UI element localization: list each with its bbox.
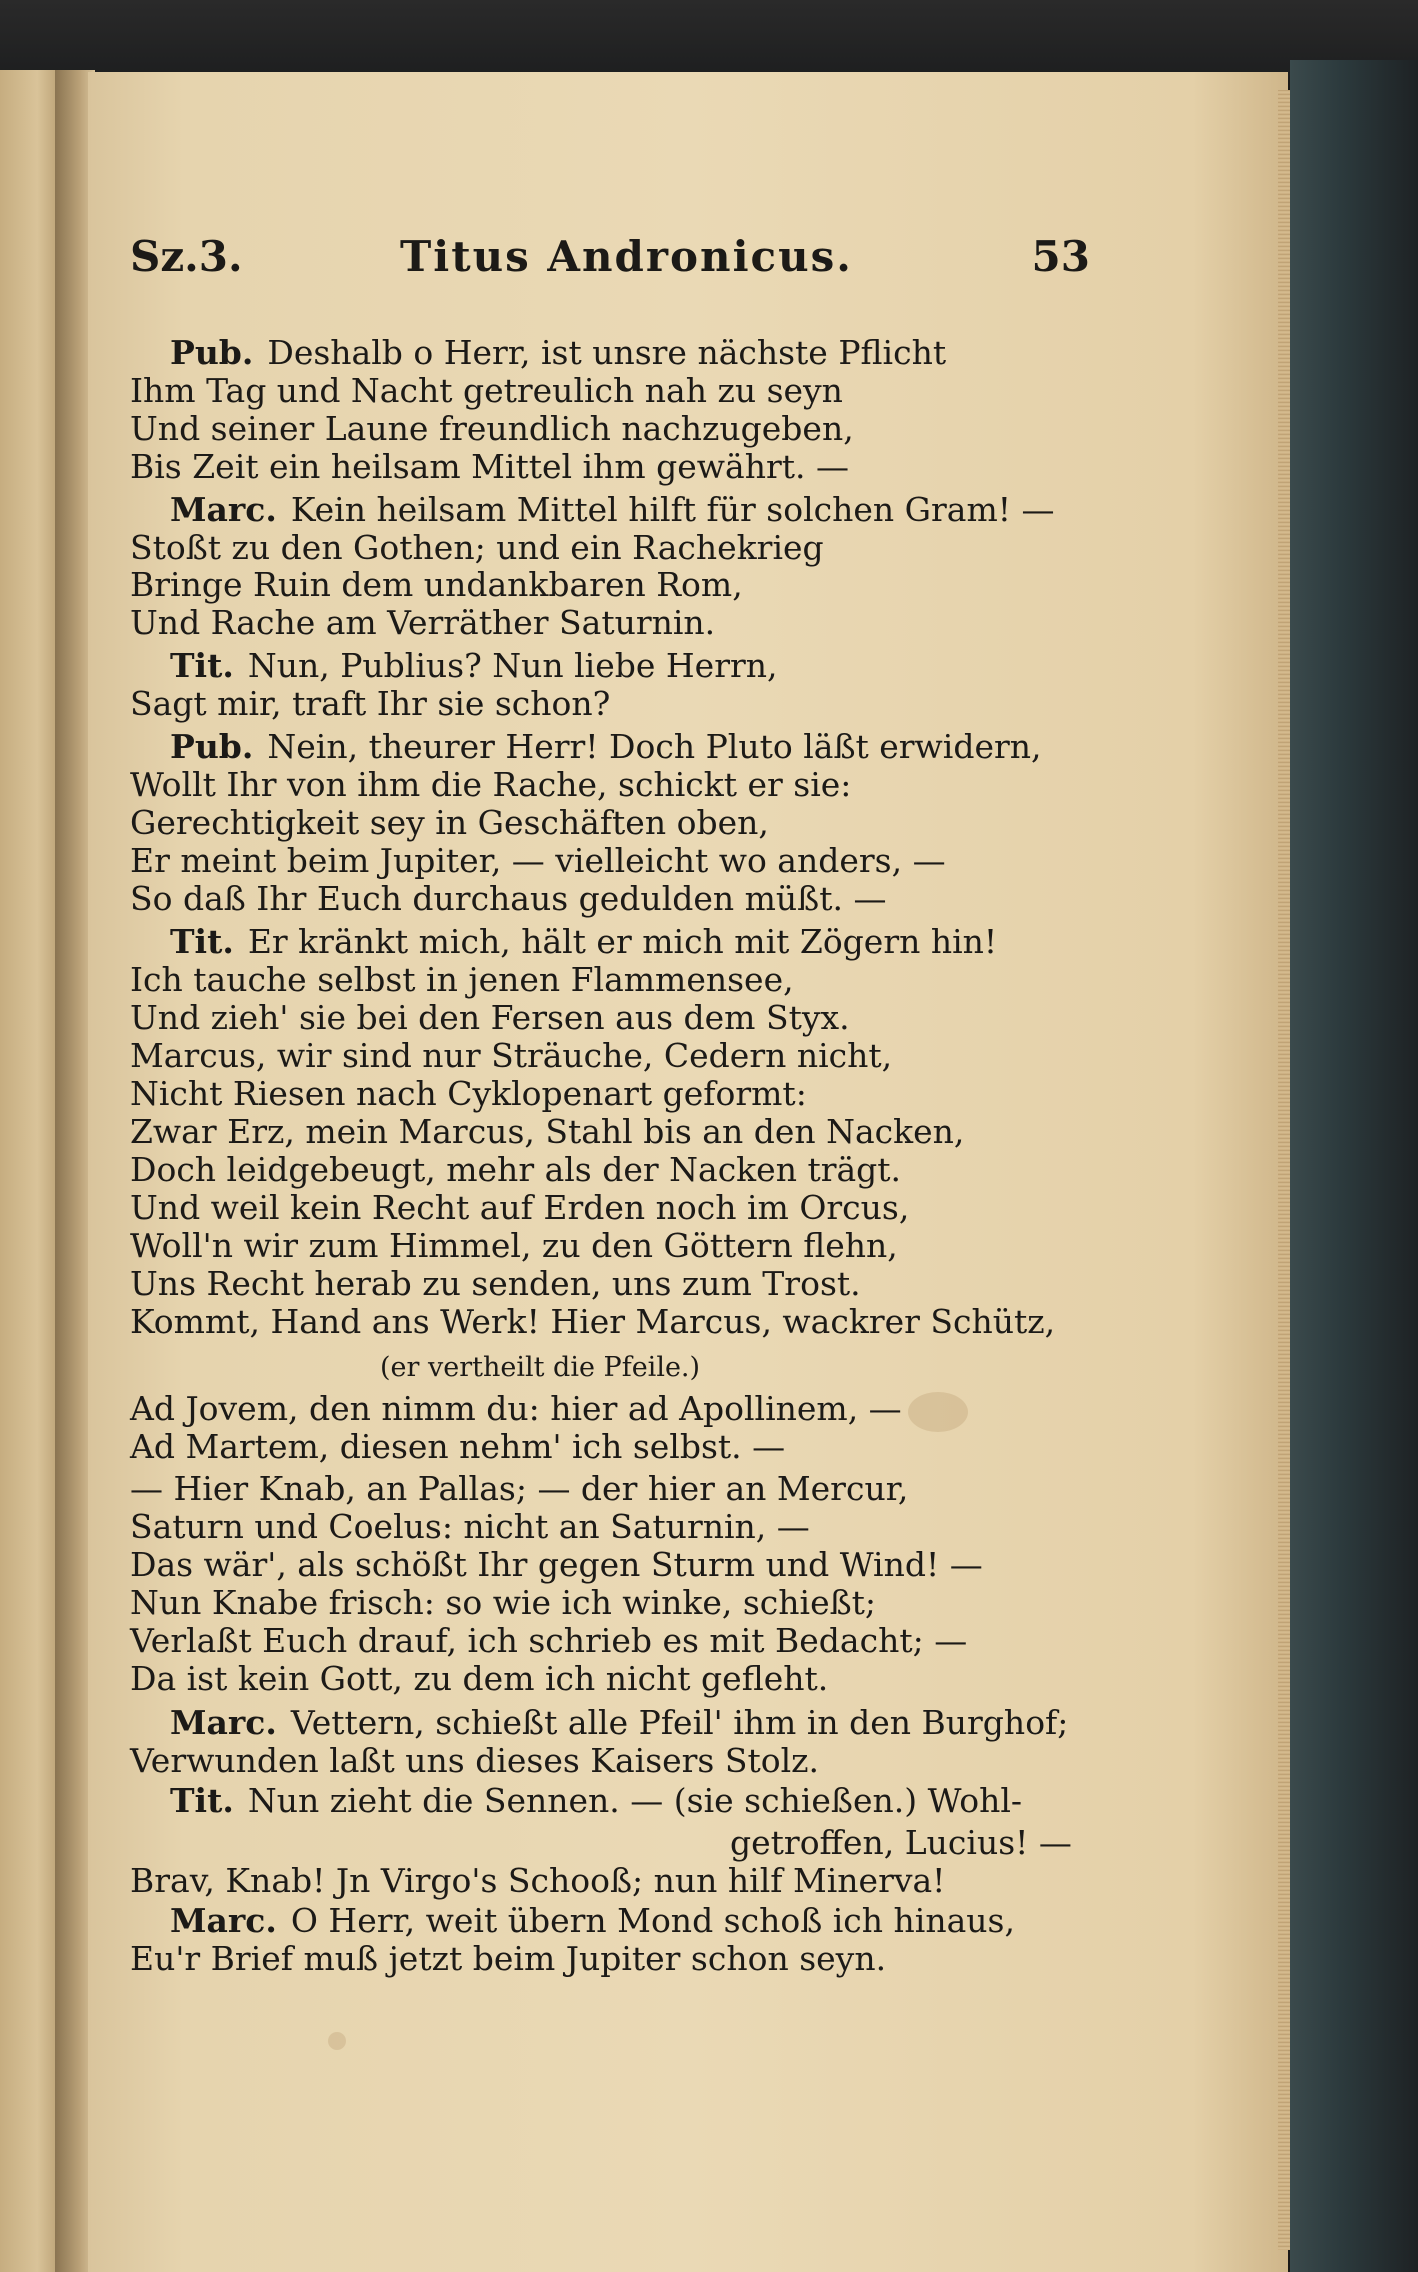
line-text: Verlaßt Euch drauf, ich schrieb es mit Bedacht; — (130, 1621, 968, 1660)
line-text: (er vertheilt die Pfeile.) (380, 1352, 701, 1383)
line-text: Uns Recht herab zu senden, uns zum Trost. (130, 1264, 861, 1303)
verse-line (130, 1188, 909, 1228)
verse-line (130, 684, 610, 724)
foxing-spot (908, 1392, 968, 1432)
verse-line (130, 803, 769, 843)
verse-line (130, 879, 886, 919)
verse-line (130, 409, 854, 449)
page-number: 53 (1031, 232, 1090, 281)
foxing-spot (328, 2032, 346, 2050)
stage-direction (380, 1345, 700, 1385)
line-text: Wollt Ihr von ihm die Rache, schickt er sie: (130, 765, 852, 804)
line-text: Kommt, Hand ans Werk! Hier Marcus, wackrer Schütz, (130, 1302, 1056, 1341)
verse-line (130, 528, 824, 568)
speaker-line (170, 922, 997, 962)
book-cover-spine (1290, 60, 1418, 2272)
speaker-name: Marc. (170, 490, 277, 529)
line-text: Kein heilsam Mittel hilft für solchen Gram! — (290, 490, 1055, 529)
verse-line (130, 998, 850, 1038)
verse-line (130, 1741, 819, 1781)
speaker-name: Marc. (170, 1901, 277, 1940)
line-text: Bringe Ruin dem undankbaren Rom, (130, 565, 743, 604)
facing-page-edge (0, 70, 62, 2272)
verse-line (130, 371, 843, 411)
speaker-line (170, 646, 778, 686)
verse-line (130, 1861, 945, 1901)
verse-line (130, 565, 743, 605)
verse-line (130, 447, 849, 487)
line-text: — Hier Knab, an Pallas; — der hier an Mercur, (130, 1469, 909, 1508)
verse-line (130, 1469, 908, 1509)
speaker-name: Tit. (170, 922, 234, 961)
speaker-line (170, 1703, 1068, 1743)
line-text: Ad Martem, diesen nehm' ich selbst. — (130, 1427, 786, 1466)
line-text: Saturn und Coelus: nicht an Saturnin, — (130, 1507, 810, 1546)
verse-line (130, 765, 851, 805)
verse-line (130, 960, 794, 1000)
verse-line (130, 1264, 861, 1304)
verse-line (130, 603, 715, 643)
verse-line (130, 1659, 828, 1699)
verse-line (130, 841, 946, 881)
verse-line (130, 1427, 785, 1467)
speaker-line (170, 333, 946, 373)
line-text: Ihm Tag und Nacht getreulich nah zu seyn (130, 371, 843, 410)
speaker-name: Pub. (170, 333, 254, 372)
line-text: Brav, Knab! Jn Virgo's Schooß; nun hilf Minerva! (130, 1861, 946, 1900)
verse-line (130, 1507, 810, 1547)
verse-line (130, 1939, 886, 1979)
line-text: Stoßt zu den Gothen; und ein Rachekrieg (130, 528, 824, 567)
line-text: Ich tauche selbst in jenen Flammensee, (130, 960, 794, 999)
line-text: Er kränkt mich, hält er mich mit Zögern hin! (247, 922, 998, 961)
line-text: Und seiner Laune freundlich nachzugeben, (130, 409, 854, 448)
line-text: Verwunden laßt uns dieses Kaisers Stolz. (130, 1741, 820, 1780)
line-text: Sagt mir, traft Ihr sie schon? (130, 684, 611, 723)
verse-line (730, 1823, 1072, 1863)
speaker-name: Tit. (170, 1781, 234, 1820)
verse-line (130, 1621, 967, 1661)
verse-line (130, 1389, 902, 1429)
line-text: Ad Jovem, den nimm du: hier ad Apollinem, — (130, 1389, 902, 1428)
verse-line (130, 1074, 807, 1114)
scene-number: Sz.3. (130, 232, 243, 281)
line-text: Da ist kein Gott, zu dem ich nicht gefleht. (130, 1659, 829, 1698)
verse-line (130, 1226, 898, 1266)
line-text: Und weil kein Recht auf Erden noch im Orcus, (130, 1188, 910, 1227)
line-text: Und zieh' sie bei den Fersen aus dem Styx. (130, 998, 850, 1037)
speaker-line (170, 1901, 1015, 1941)
line-text: Nein, theurer Herr! Doch Pluto läßt erwidern, (267, 727, 1042, 766)
verse-line (130, 1112, 964, 1152)
speaker-line (170, 727, 1042, 767)
line-text: Marcus, wir sind nur Sträuche, Cedern nicht, (130, 1036, 893, 1075)
line-text: Er meint beim Jupiter, — vielleicht wo anders, — (130, 841, 946, 880)
line-text: Nun Knabe frisch: so wie ich winke, schießt; (130, 1583, 877, 1622)
line-text: Nun, Publius? Nun liebe Herrn, (247, 646, 778, 685)
line-text: getroffen, Lucius! — (730, 1823, 1072, 1862)
line-text: Gerechtigkeit sey in Geschäften oben, (130, 803, 769, 842)
speaker-name: Tit. (170, 646, 234, 685)
line-text: Woll'n wir zum Himmel, zu den Göttern flehn, (130, 1226, 898, 1265)
line-text: Bis Zeit ein heilsam Mittel ihm gewährt. — (130, 447, 849, 486)
speaker-line (170, 1781, 1022, 1821)
line-text: Doch leidgebeugt, mehr als der Nacken trägt. (130, 1150, 902, 1189)
line-text: Zwar Erz, mein Marcus, Stahl bis an den Nacken, (130, 1112, 965, 1151)
verse-line (130, 1583, 876, 1623)
line-text: Eu'r Brief muß jetzt beim Jupiter schon seyn. (130, 1939, 887, 1978)
play-title: Titus Andronicus. (400, 232, 853, 281)
line-text: Das wär', als schößt Ihr gegen Sturm und Wind! — (130, 1545, 983, 1584)
verse-line (130, 1302, 1055, 1342)
line-text: So daß Ihr Euch durchaus gedulden müßt. — (130, 879, 887, 918)
book-cover-top (0, 0, 1418, 80)
line-text: Deshalb o Herr, ist unsre nächste Pflicht (267, 333, 947, 372)
line-text: Nun zieht die Sennen. — (sie schießen.) Wohl- (247, 1781, 1023, 1820)
verse-line (130, 1036, 892, 1076)
verse-line (130, 1545, 983, 1585)
line-text: Nicht Riesen nach Cyklopenart geformt: (130, 1074, 807, 1113)
running-header (130, 232, 1090, 292)
line-text: O Herr, weit übern Mond schoß ich hinaus, (290, 1901, 1015, 1940)
verse-line (130, 1150, 901, 1190)
page-block-edge (1278, 90, 1290, 2250)
speaker-line (170, 490, 1054, 530)
line-text: Vettern, schießt alle Pfeil' ihm in den Burghof; (290, 1703, 1069, 1742)
line-text: Und Rache am Verräther Saturnin. (130, 603, 716, 642)
speaker-name: Marc. (170, 1703, 277, 1742)
speaker-name: Pub. (170, 727, 254, 766)
